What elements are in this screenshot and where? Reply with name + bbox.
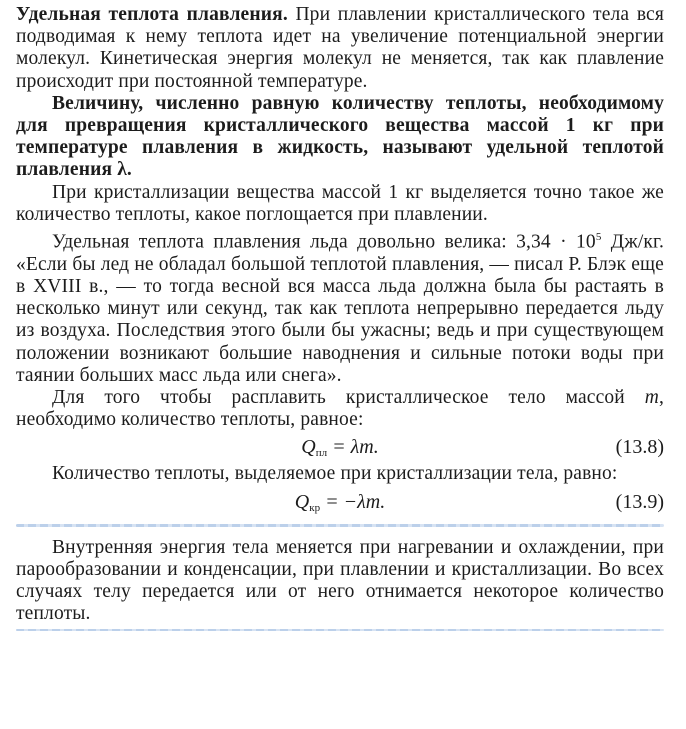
formula-rhs: = −λm. bbox=[320, 490, 386, 513]
paragraph-crystallization-heat: Количество теплоты, выделяемое при кристаллизации тела, равно: bbox=[52, 463, 618, 485]
formula-subscript: кр bbox=[309, 501, 321, 514]
formula-symbol: Q bbox=[294, 490, 310, 513]
ice-text-rest: Дж/кг. «Если бы лед не обладал большой теплотой плавления, — писал Р. Блэк еще в XVIII в., — то тогда весной вся масса льда должна была бы растаять в несколько минут или секунд, так как теплота непрерывно передается льду из воздуха. Последствия этого были бы ужасны; ведь и при существующем положении возникают большие наводнения и сильные потоки воды при таянии больших масс льда или снега». bbox=[16, 231, 664, 386]
paragraph-crystallization: При кристаллизации вещества массой 1 кг выделяется точно такое же количество теплоты, какое поглощается при плавлении. bbox=[16, 181, 664, 225]
formula-expression bbox=[16, 433, 664, 467]
formula-symbol: Q bbox=[301, 436, 316, 459]
ice-text-start: Удельная теплота плавления льда довольно велика: 3,34 · 10 bbox=[52, 231, 596, 253]
summary-box bbox=[16, 537, 664, 626]
section-heading: Удельная теплота плавления. bbox=[16, 4, 288, 25]
mass-symbol: m bbox=[644, 386, 659, 408]
formula-13-8 bbox=[16, 433, 664, 461]
ice-exponent: 5 bbox=[595, 231, 602, 244]
formula-rhs: = λm. bbox=[327, 436, 379, 459]
formula-expression bbox=[16, 488, 664, 522]
melting-text-start: Для того чтобы расплавить кристаллическое тело массой bbox=[52, 386, 645, 408]
summary-paragraph: Внутренняя энергия тела меняется при нагревании и охлаждении, при парообразовании и конденсации, при плавлении и кристаллизации. Во всех случаях телу передается или от него отнимается некоторое количество теплоты. bbox=[16, 536, 664, 625]
formula-13-9 bbox=[16, 488, 664, 516]
intro-text: При плавлении кристаллического тела вся подводимая к нему теплота идет на увеличение потенциальной энергии молекул. Кинетическая энергия молекул не меняется, так как плавление происходит при постоянной температуре. bbox=[16, 4, 664, 92]
formula-subscript: пл bbox=[315, 447, 328, 460]
equation-number: (13.9) bbox=[615, 490, 664, 513]
summary-bottom-divider bbox=[16, 629, 664, 631]
summary-top-divider bbox=[16, 524, 664, 527]
equation-number: (13.8) bbox=[615, 436, 664, 459]
paragraph-melting-requirement bbox=[16, 387, 664, 431]
melting-text-rest: , необходимо количество теплоты, равное: bbox=[16, 386, 664, 431]
paragraph-ice-quote bbox=[16, 226, 664, 387]
definition-paragraph: Величину, численно равную количеству теплоты, необходимому для превращения кристаллического вещества массой 1 кг при температуре плавления в жидкость, называют удельной теплотой плавления λ. bbox=[16, 92, 664, 181]
paragraph-latent-heat-intro bbox=[16, 4, 664, 93]
